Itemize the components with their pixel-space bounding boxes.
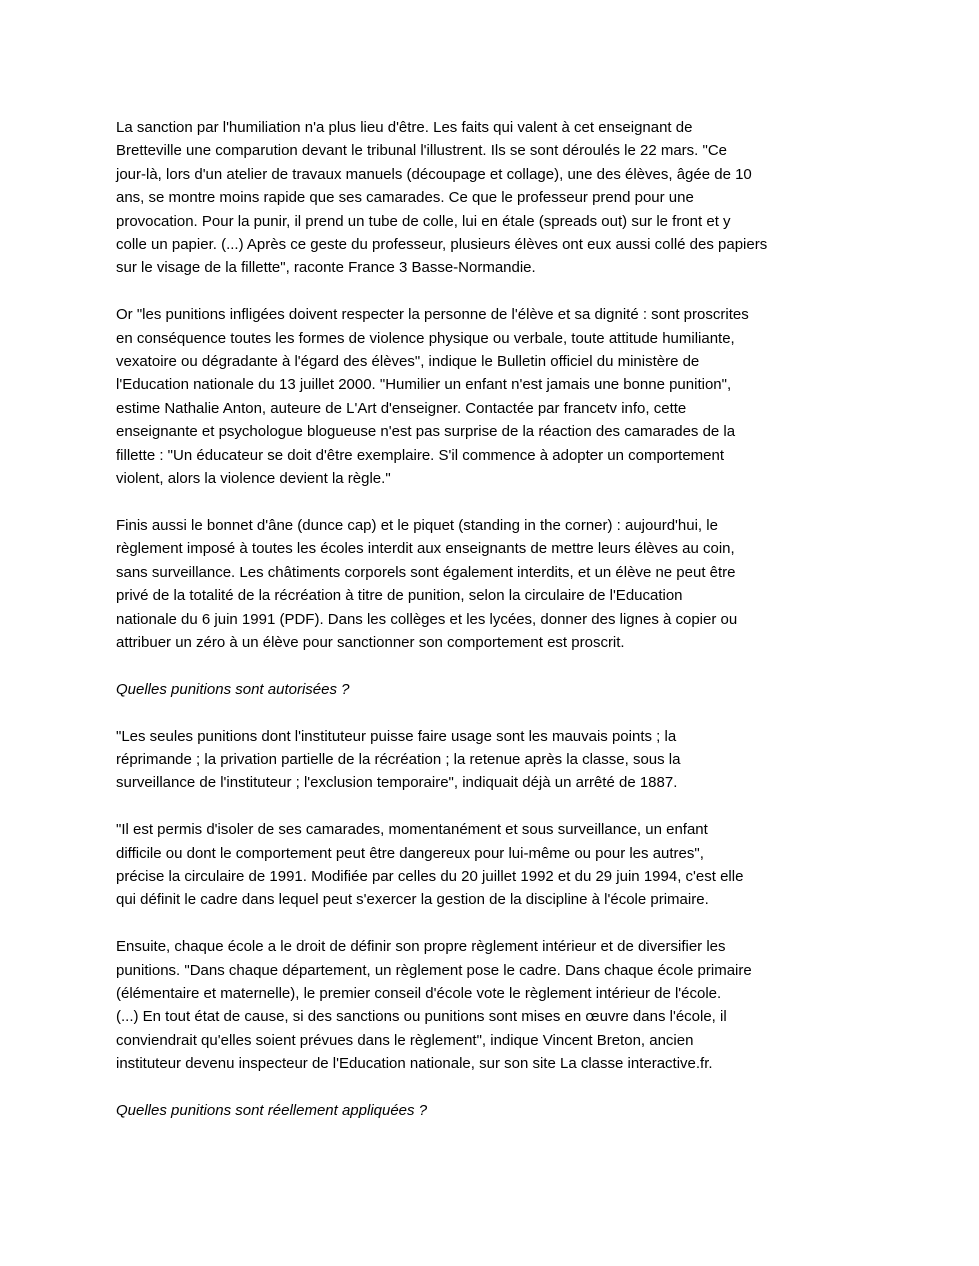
- text-line: "Il est permis d'isoler de ses camarades, momentanément et sous surveillance, un enfant: [116, 821, 708, 839]
- text-line: instituteur devenu inspecteur de l'Education nationale, sur son site La classe interactive.fr.: [116, 1055, 713, 1073]
- text-line: provocation. Pour la punir, il prend un tube de colle, lui en étale (spreads out) sur le front et y: [116, 212, 731, 230]
- text-line: ans, se montre moins rapide que ses camarades. Ce que le professeur prend pour une: [116, 189, 694, 207]
- text-line: qui définit le cadre dans lequel peut s'exercer la gestion de la discipline à l'école primaire.: [116, 891, 709, 909]
- text-line: vexatoire ou dégradante à l'égard des élèves", indique le Bulletin officiel du ministère de: [116, 353, 700, 371]
- text-line: estime Nathalie Anton, auteure de L'Art d'enseigner. Contactée par francetv info, cette: [116, 399, 687, 417]
- text-line: difficile ou dont le comportement peut être dangereux pour lui-même ou pour les autres",: [116, 844, 704, 862]
- text-line: violent, alors la violence devient la règle.": [116, 470, 391, 488]
- section-heading: [116, 1099, 876, 1122]
- paragraph: [116, 116, 876, 280]
- text-line: l'Education nationale du 13 juillet 2000. "Humilier un enfant n'est jamais une bonne punition",: [116, 376, 732, 394]
- text-line: "Les seules punitions dont l'instituteur puisse faire usage sont les mauvais points ; la: [116, 727, 677, 745]
- text-line: jour-là, lors d'un atelier de travaux manuels (découpage et collage), une des élèves, âgée de 10: [116, 165, 752, 183]
- text-line: fillette : "Un éducateur se doit d'être exemplaire. S'il commence à adopter un comportement: [116, 446, 725, 464]
- text-line: enseignante et psychologue blogueuse n'est pas surprise de la réaction des camarades de la: [116, 423, 736, 441]
- paragraph: [116, 818, 876, 912]
- text-line: en conséquence toutes les formes de violence physique ou verbale, toute attitude humiliante,: [116, 329, 735, 347]
- text-line: réprimande ; la privation partielle de la récréation ; la retenue après la classe, sous la: [116, 750, 681, 768]
- text-line: Bretteville une comparution devant le tribunal l'illustrent. Ils se sont déroulés le 22 mars. "Ce: [116, 142, 727, 160]
- text-line: Or "les punitions infligées doivent respecter la personne de l'élève et sa dignité : sont proscrites: [116, 306, 749, 324]
- text-line: Finis aussi le bonnet d'âne (dunce cap) et le piquet (standing in the corner) : aujourd'hui, le: [116, 516, 718, 534]
- paragraph: [116, 935, 876, 1075]
- text-line: conviendrait qu'elles soient prévues dans le règlement", indique Vincent Breton, ancien: [116, 1031, 694, 1049]
- text-line: colle un papier. (...) Après ce geste du professeur, plusieurs élèves ont eux aussi collé des papiers: [116, 236, 768, 254]
- text-line: précise la circulaire de 1991. Modifiée par celles du 20 juillet 1992 et du 29 juin 1994, c'est elle: [116, 867, 744, 885]
- text-line: Ensuite, chaque école a le droit de définir son propre règlement intérieur et de diversifier les: [116, 938, 726, 956]
- text-line: punitions. "Dans chaque département, un règlement pose le cadre. Dans chaque école primaire: [116, 961, 752, 979]
- text-line: surveillance de l'instituteur ; l'exclusion temporaire", indiquait déjà un arrêté de 1887.: [116, 774, 678, 792]
- text-line: (élémentaire et maternelle), le premier conseil d'école vote le règlement intérieur de l'école.: [116, 984, 722, 1002]
- text-line: sur le visage de la fillette", raconte France 3 Basse-Normandie.: [116, 259, 536, 277]
- text-line: sans surveillance. Les châtiments corporels sont également interdits, et un élève ne peut être: [116, 563, 736, 581]
- paragraph: [116, 514, 876, 654]
- document-body: [116, 116, 876, 1146]
- text-line: Quelles punitions sont autorisées ?: [116, 680, 350, 698]
- text-line: (...) En tout état de cause, si des sanctions ou punitions sont mises en œuvre dans l'école, il: [116, 1008, 727, 1026]
- text-line: nationale du 6 juin 1991 (PDF). Dans les collèges et les lycées, donner des lignes à copier ou: [116, 610, 738, 628]
- section-heading: [116, 678, 876, 701]
- text-line: Quelles punitions sont réellement appliquées ?: [116, 1101, 428, 1119]
- text-line: attribuer un zéro à un élève pour sanctionner son comportement est proscrit.: [116, 633, 625, 651]
- paragraph: [116, 303, 876, 490]
- text-line: privé de la totalité de la récréation à titre de punition, selon la circulaire de l'Education: [116, 587, 683, 605]
- paragraph: [116, 725, 876, 795]
- text-line: La sanction par l'humiliation n'a plus lieu d'être. Les faits qui valent à cet enseignant de: [116, 119, 693, 136]
- text-line: règlement imposé à toutes les écoles interdit aux enseignants de mettre leurs élèves au coin,: [116, 540, 735, 558]
